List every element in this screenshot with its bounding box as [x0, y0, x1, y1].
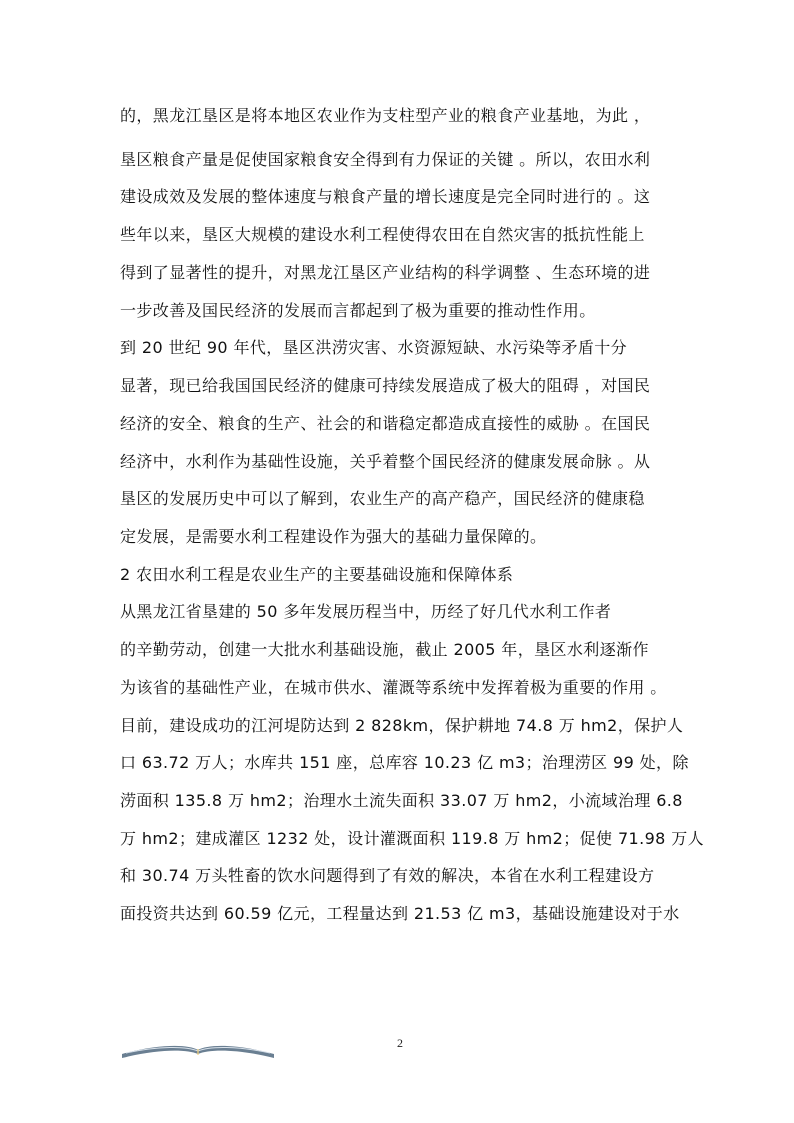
text-line-1: 的，黑龙江垦区是将本地区农业作为支柱型产业的粮食产业基地，为此 ，	[120, 106, 651, 125]
text-line-21: 和 30.74 万头牲畜的饮水问题得到了有效的解决，本省在水利工程建设方	[120, 866, 655, 885]
text-line-20: 万 hm2；建成灌区 1232 处，设计灌溉面积 119.8 万 hm2；促使 71.98 万人	[120, 829, 705, 848]
text-line-9: 经济的安全、粮食的生产、社会的和谐稳定都造成直接性的威胁 。在国民	[120, 414, 651, 433]
text-line-6: 一步改善及国民经济的发展而言都起到了极为重要的推动性作用。	[120, 301, 596, 320]
text-line-8: 显著，现已给我国国民经济的健康可持续发展造成了极大的阻碍 ，对国民	[120, 376, 651, 395]
text-line-10: 经济中，水利作为基础性设施，关乎着整个国民经济的健康发展命脉 。从	[120, 452, 651, 471]
text-line-7: 到 20 世纪 90 年代，垦区洪涝灾害、水资源短缺、水污染等矛盾十分	[120, 338, 628, 357]
text-line-3: 建设成效及发展的整体速度与粮食产量的增长速度是完全同时进行的 。这	[120, 187, 651, 206]
text-line-16: 为该省的基础性产业，在城市供水、灌溉等系统中发挥着极为重要的作用 。	[120, 678, 667, 697]
text-line-4: 些年以来，垦区大规模的建设水利工程使得农田在自然灾害的抵抗性能上	[120, 225, 645, 244]
page-number: 2	[397, 1036, 403, 1050]
text-line-15: 的辛勤劳动，创建一大批水利基础设施，截止 2005 年，垦区水利逐渐作	[120, 640, 649, 659]
open-book-icon	[118, 1040, 278, 1060]
text-line-19: 涝面积 135.8 万 hm2；治理水土流失面积 33.07 万 hm2，小流域治理 6.8	[120, 791, 683, 810]
text-line-11: 垦区的发展历史中可以了解到，农业生产的高产稳产，国民经济的健康稳	[120, 489, 645, 508]
text-line-5: 得到了显著性的提升，对黑龙江垦区产业结构的科学调整 、生态环境的进	[120, 263, 651, 282]
text-line-22: 面投资共达到 60.59 亿元，工程量达到 21.53 亿 m3，基础设施建设对于水	[120, 904, 680, 923]
text-line-17: 目前，建设成功的江河堤防达到 2 828km，保护耕地 74.8 万 hm2，保护人	[120, 716, 684, 735]
text-line-12: 定发展，是需要水利工程建设作为强大的基础力量保障的。	[120, 527, 547, 546]
text-line-13: 2 农田水利工程是农业生产的主要基础设施和保障体系	[120, 565, 514, 584]
text-line-14: 从黑龙江省垦建的 50 多年发展历程当中，历经了好几代水利工作者	[120, 602, 612, 621]
text-line-18: 口 63.72 万人；水库共 151 座，总库容 10.23 亿 m3；治理涝区 99 处，除	[120, 753, 689, 772]
text-line-2: 垦区粮食产量是促使国家粮食安全得到有力保证的关键 。所以，农田水利	[120, 150, 651, 169]
